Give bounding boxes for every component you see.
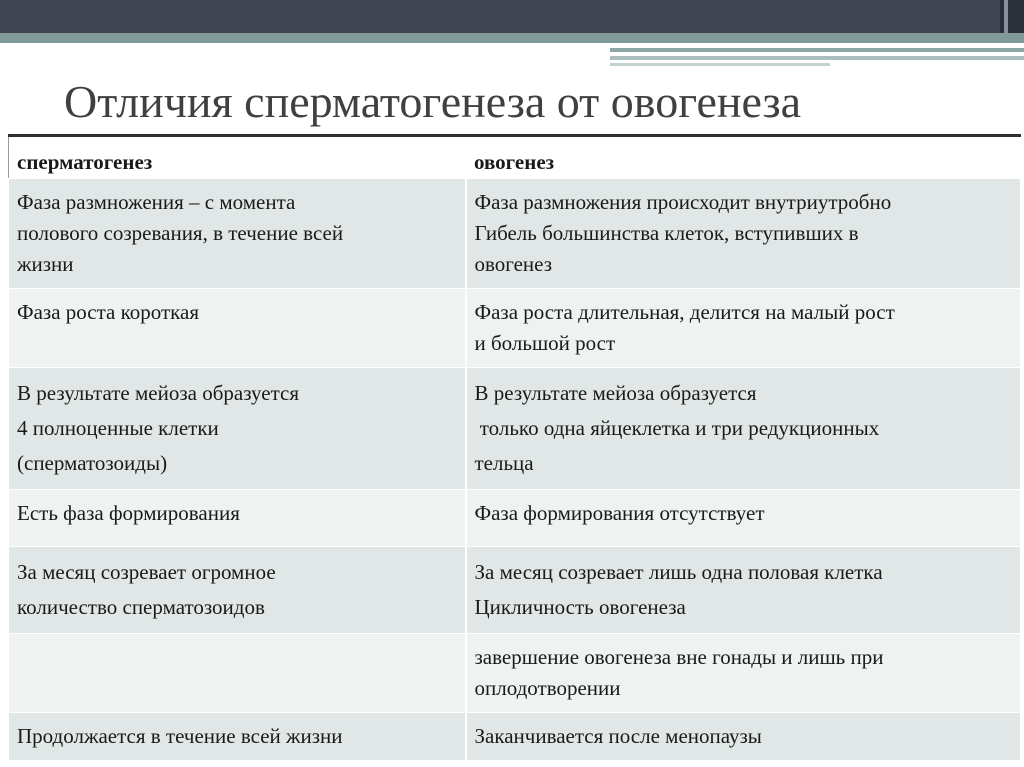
decorative-stripe <box>0 33 1024 43</box>
cell-line: Фаза роста короткая <box>17 300 200 324</box>
cell-line: В результате мейоза образуется <box>474 381 757 405</box>
cell-line: Заканчивается после менопаузы <box>474 724 762 748</box>
cell-oogenesis <box>466 289 1021 368</box>
cell-spermatogenesis <box>9 179 466 289</box>
cell-oogenesis <box>466 368 1021 490</box>
cell-line: Фаза роста длительная, делится на малый рост <box>474 300 895 324</box>
cell-spermatogenesis <box>9 547 466 634</box>
table-row <box>9 547 1021 634</box>
cell-spermatogenesis <box>9 490 466 547</box>
table-row <box>9 713 1021 761</box>
table-row <box>9 179 1021 289</box>
cell-line: полового созревания, в течение всей <box>17 221 344 245</box>
cell-spermatogenesis <box>9 368 466 490</box>
cell-line: Цикличность овогенеза <box>474 595 686 619</box>
cell-spermatogenesis <box>9 289 466 368</box>
cell-oogenesis <box>466 490 1021 547</box>
cell-line: тельца <box>474 451 534 475</box>
cell-line: жизни <box>17 252 74 276</box>
top-banner-strip <box>1004 0 1008 33</box>
cell-line: За месяц созревает лишь одна половая клетка <box>474 560 883 584</box>
cell-line: количество сперматозоидов <box>17 595 265 619</box>
cell-oogenesis <box>466 179 1021 289</box>
cell-line: За месяц созревает огромное <box>17 560 276 584</box>
cell-line: В результате мейоза образуется <box>17 381 300 405</box>
decorative-line <box>610 63 830 66</box>
cell-line: 4 полноценные клетки <box>17 416 219 440</box>
cell-line: Фаза формирования отсутствует <box>474 501 765 525</box>
cell-line: и большой рост <box>474 331 616 355</box>
table-row <box>9 490 1021 547</box>
cell-line: Продолжается в течение всей жизни <box>17 724 343 748</box>
comparison-table <box>8 134 1021 761</box>
cell-oogenesis <box>466 547 1021 634</box>
cell-line: завершение овогенеза вне гонады и лишь при <box>474 645 884 669</box>
table-row <box>9 634 1021 713</box>
cell-spermatogenesis-empty <box>9 634 466 713</box>
header-oogenesis: овогенез <box>466 136 1021 179</box>
cell-spermatogenesis <box>9 713 466 761</box>
cell-line: только одна яйцеклетка и три редукционных <box>474 416 880 440</box>
header-spermatogenesis: сперматогенез <box>9 136 466 179</box>
cell-line: оплодотворении <box>474 676 621 700</box>
decorative-line <box>610 48 1024 52</box>
cell-line: (сперматозоиды) <box>17 451 168 475</box>
cell-line: Есть фаза формирования <box>17 501 240 525</box>
cell-line: Гибель большинства клеток, вступивших в <box>474 221 859 245</box>
table-header-row <box>9 136 1021 179</box>
table-row <box>9 289 1021 368</box>
cell-line: Фаза размножения – с момента <box>17 190 296 214</box>
cell-oogenesis <box>466 634 1021 713</box>
top-banner <box>0 0 1024 33</box>
cell-line: овогенез <box>474 252 553 276</box>
cell-oogenesis <box>466 713 1021 761</box>
slide-title: Отличия сперматогенеза от овогенеза <box>64 76 802 127</box>
cell-line: Фаза размножения происходит внутриутробно <box>474 190 892 214</box>
table-row <box>9 368 1021 490</box>
decorative-line <box>610 56 1024 60</box>
